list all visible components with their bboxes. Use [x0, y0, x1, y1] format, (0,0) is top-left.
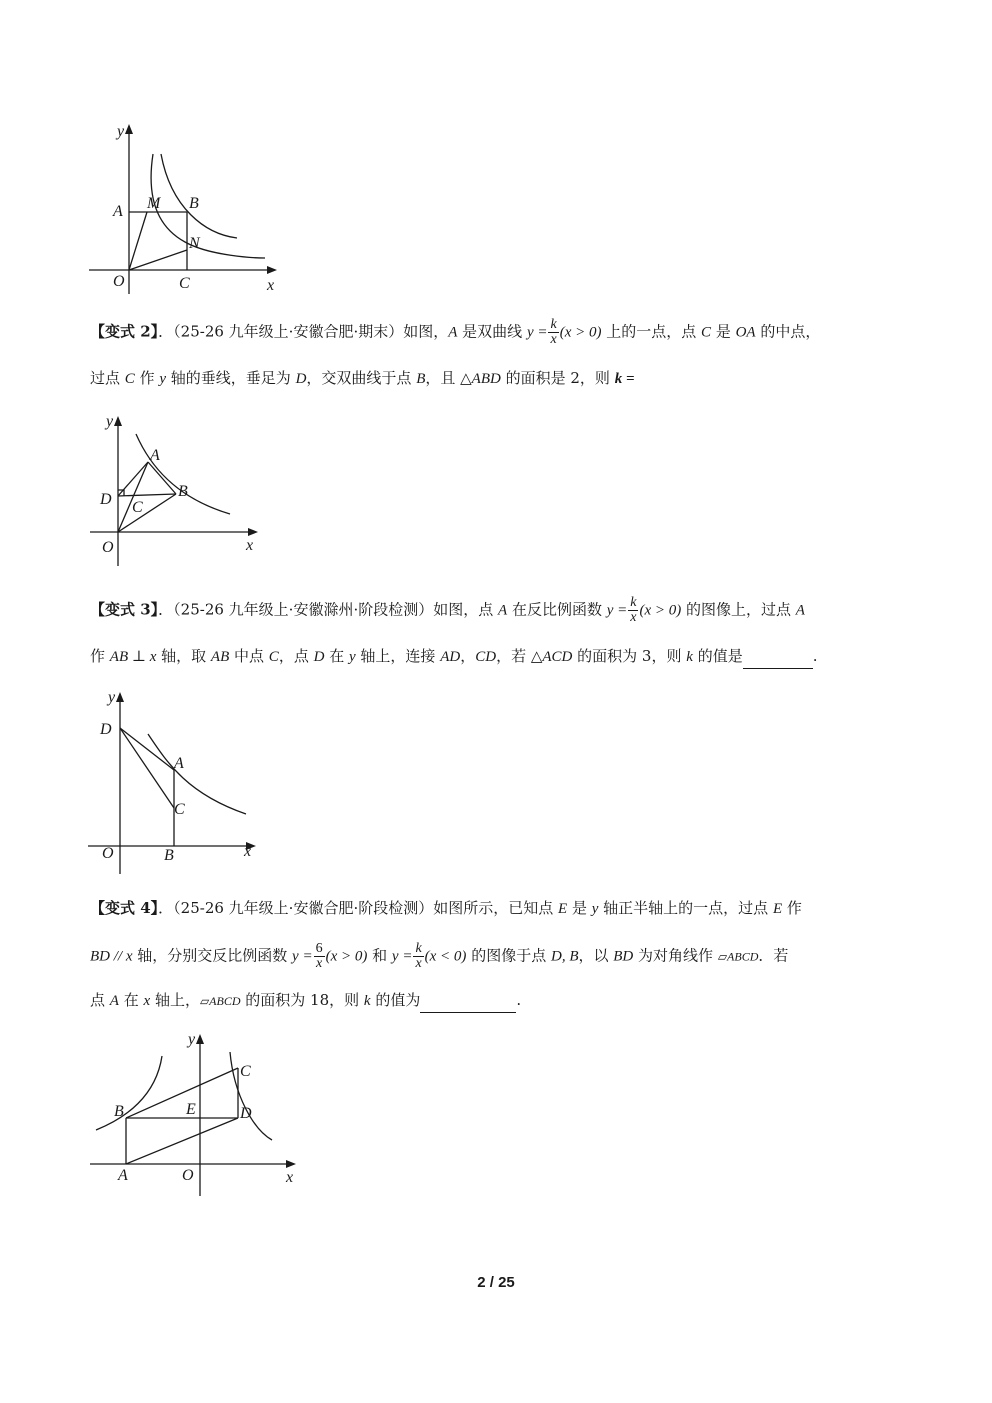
- segment-AD: [126, 1118, 238, 1164]
- v3-tag: 【变式 3】: [90, 600, 159, 619]
- hyperbola-left: [96, 1056, 162, 1130]
- v4-line-3: 点 A 在 x 轴上，▱ABCD 的面积为 18，则 k 的值为 .: [90, 988, 521, 1013]
- v2-line-2: 过点 C 作 y 轴的垂线，垂足为 D，交双曲线于点 B，且 △ABD 的面积是 2，则 k =: [90, 369, 635, 387]
- label-N: N: [189, 235, 200, 252]
- label-B: B: [189, 195, 199, 212]
- figure-4: [86, 1026, 306, 1198]
- v4-tag: 【变式 4】: [90, 899, 159, 917]
- v2-line-1: 【变式 2】．（25-26 九年级上·安徽合肥·期末）如图，A 是双曲线 y = $\frac{k}{x}$ (x > 0) 上的一点，点 C 是 OA 的中点，: [90, 317, 821, 347]
- page-number: 2 / 25: [477, 1274, 515, 1291]
- label-y: y: [117, 123, 125, 140]
- v4-line-1: 【变式 4】．（25-26 九年级上·安徽合肥·阶段检测）如图所示，已知点 E 是 y 轴正半轴上的一点，过点 E 作: [90, 899, 802, 917]
- label-C: C: [240, 1063, 251, 1080]
- v4-fraction-1: $\frac{6}{x}$: [315, 941, 323, 971]
- y-axis-arrow: [125, 124, 133, 134]
- label-A: A: [113, 203, 123, 220]
- v4-line-2: BD // x 轴，分别交反比例函数 y = $\frac{6}{x}$ (x > 0) 和 y = $\frac{k}{x}$ (x < 0) 的图像于点 D, B，以 BD 为对角线作 ▱ABCD．若: [90, 941, 789, 971]
- label-A: A: [150, 447, 160, 464]
- label-O: O: [113, 273, 125, 290]
- x-axis-arrow: [286, 1160, 296, 1168]
- y-axis-arrow: [116, 692, 124, 702]
- label-y: y: [106, 413, 114, 430]
- label-x: x: [286, 1169, 294, 1186]
- label-D: D: [240, 1105, 252, 1122]
- label-O: O: [102, 845, 114, 862]
- label-B: B: [164, 847, 174, 864]
- v3-line-1: 【变式 3】．（25-26 九年级上·安徽滁州·阶段检测）如图，点 A 在反比例函数 y = $\frac{k}{x}$ (x > 0) 的图像上，过点 A: [90, 595, 805, 625]
- y-axis-arrow: [196, 1034, 204, 1044]
- figure-2: [90, 408, 270, 568]
- v2-tag: 【变式 2】: [90, 322, 159, 341]
- label-O: O: [102, 539, 114, 556]
- segment-AB: [148, 462, 176, 494]
- label-y: y: [188, 1031, 196, 1048]
- label-M: M: [147, 195, 161, 212]
- label-C: C: [174, 801, 185, 818]
- label-D: D: [100, 491, 112, 508]
- label-O: O: [182, 1167, 194, 1184]
- segment-DB: [118, 494, 176, 496]
- x-axis-arrow: [267, 266, 277, 274]
- segment-DA: [120, 728, 174, 770]
- v3-fraction: $\frac{k}{x}$: [630, 595, 637, 625]
- segment-OM: [129, 212, 147, 270]
- v3-answer-blank[interactable]: [743, 644, 813, 669]
- segment-DC: [120, 728, 174, 808]
- y-axis-arrow: [114, 416, 122, 426]
- hyperbola: [136, 434, 230, 514]
- v4-fraction-2: $\frac{k}{x}$: [415, 941, 422, 971]
- label-A: A: [174, 755, 184, 772]
- segment-DA: [118, 462, 148, 496]
- inner-hyperbola: [151, 154, 265, 258]
- x-axis-arrow: [248, 528, 258, 536]
- label-C: C: [179, 275, 190, 292]
- label-x: x: [267, 277, 275, 294]
- v2-fraction: $\frac{k}{x}$: [550, 317, 557, 347]
- label-D: D: [100, 721, 112, 738]
- label-x: x: [244, 843, 252, 860]
- figure-1: [85, 118, 285, 298]
- hyperbola: [148, 734, 246, 814]
- segment-BC: [126, 1068, 238, 1118]
- label-B: B: [114, 1103, 124, 1120]
- label-E: E: [186, 1101, 196, 1118]
- label-B: B: [178, 483, 188, 500]
- segment-ON: [129, 250, 187, 270]
- v3-line-2: 作 AB ⊥ x 轴，取 AB 中点 C，点 D 在 y 轴上，连接 AD，CD，若 △ACD 的面积为 3，则 k 的值是 .: [90, 644, 817, 669]
- label-A: A: [118, 1167, 128, 1184]
- label-x: x: [246, 537, 254, 554]
- hyperbola-right: [230, 1052, 272, 1140]
- figure-3: [88, 684, 268, 876]
- label-y: y: [108, 689, 116, 706]
- v4-answer-blank[interactable]: [420, 988, 516, 1013]
- label-C: C: [132, 499, 143, 516]
- outer-hyperbola: [161, 154, 237, 238]
